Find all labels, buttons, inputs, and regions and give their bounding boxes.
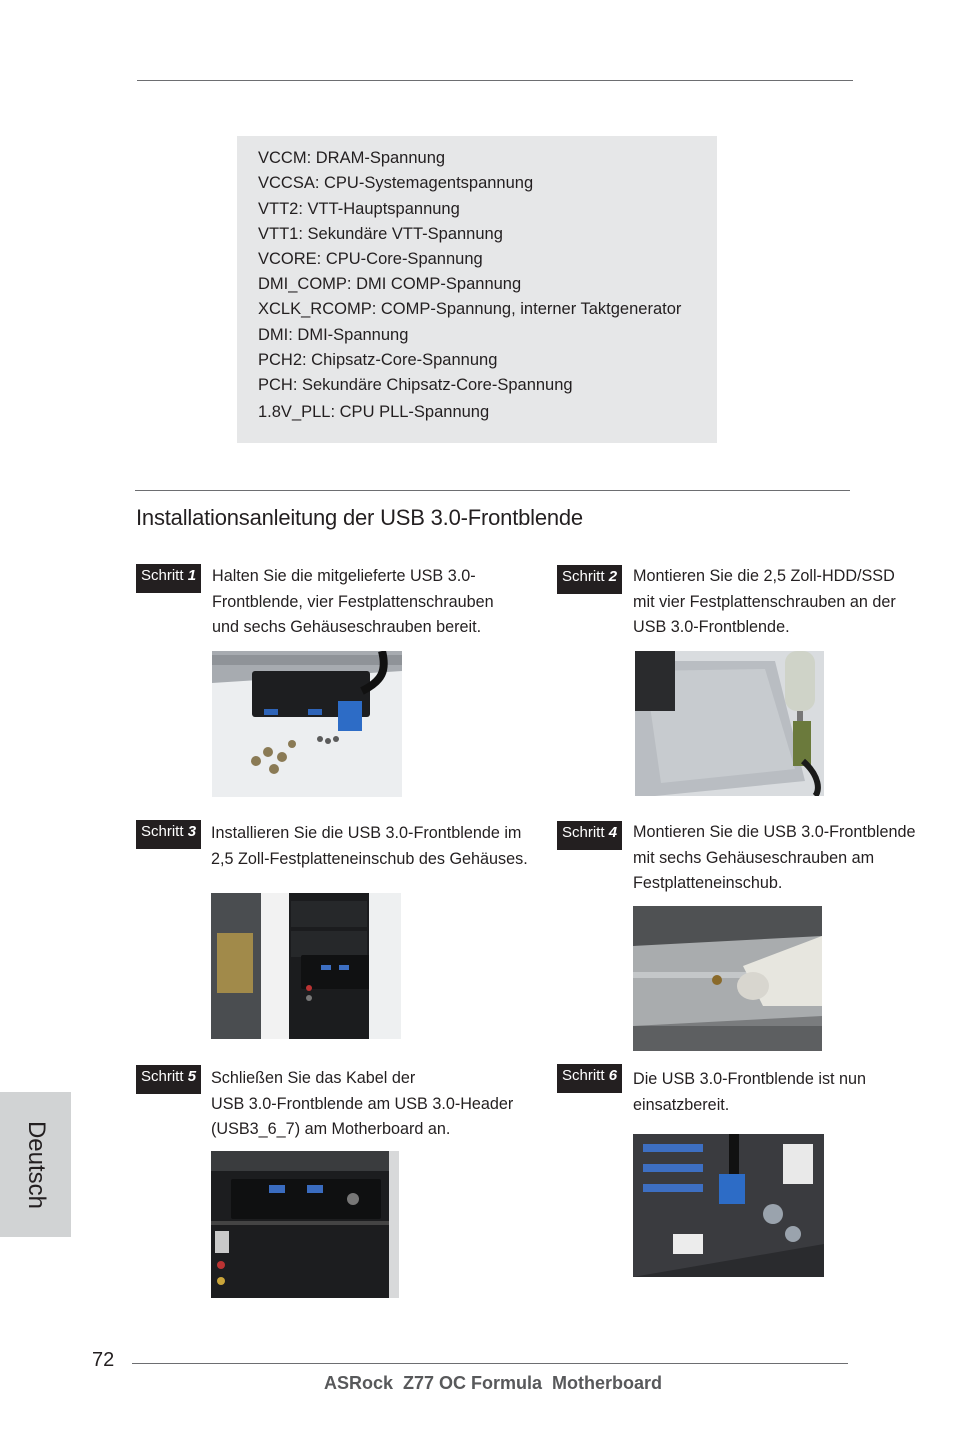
step-2-photo: [635, 651, 824, 796]
step-badge-number: 1: [187, 567, 197, 584]
step-6-photo: [633, 1134, 824, 1277]
step-text-4: [633, 820, 916, 897]
step-text-5: [211, 1066, 513, 1143]
step-text-line: Schließen Sie das Kabel der: [211, 1069, 416, 1087]
step-text-1: [212, 564, 494, 641]
step-badge-6: [557, 1064, 622, 1093]
step-text-line: Montieren Sie die USB 3.0-Frontblende: [633, 823, 916, 841]
step-badge-label: Schritt: [562, 1067, 605, 1084]
language-side-tab: [0, 1092, 71, 1237]
step-text-line: einsatzbereit.: [633, 1095, 730, 1114]
step-text-line: USB 3.0-Frontblende.: [633, 618, 790, 636]
voltage-item: VCORE: CPU-Core-Spannung: [258, 250, 483, 268]
step-badge-4: [557, 821, 622, 850]
voltage-item: VTT2: VTT-Hauptspannung: [258, 200, 460, 218]
step-badge-1: [136, 564, 201, 593]
step-1-photo: [212, 651, 402, 797]
step-text-line: Halten Sie die mitgelieferte USB 3.0-: [212, 567, 476, 585]
section-rule: [135, 490, 850, 491]
step-text-line: Die USB 3.0-Frontblende ist nun: [633, 1070, 867, 1088]
step-badge-3: [136, 820, 201, 849]
top-rule: [137, 80, 853, 81]
step-badge-number: 6: [608, 1067, 618, 1084]
voltage-item: DMI_COMP: DMI COMP-Spannung: [258, 275, 522, 293]
step-text-line: Frontblende, vier Festplattenschrauben: [212, 592, 494, 611]
voltage-item: VTT1: Sekundäre VTT-Spannung: [258, 225, 503, 243]
step-5-photo: [211, 1151, 399, 1298]
footer-product-title: ASRock Z77 OC Formula Motherboard: [324, 1373, 663, 1393]
step-text-line: mit sechs Gehäuseschrauben am: [633, 848, 875, 867]
voltage-item: PCH: Sekundäre Chipsatz-Core-Spannung: [258, 376, 573, 394]
step-text-line: USB 3.0-Frontblende am USB 3.0-Header: [211, 1094, 514, 1113]
step-text-3: [211, 821, 528, 872]
step-text-line: Montieren Sie die 2,5 Zoll-HDD/SSD: [633, 567, 895, 585]
section-title: Installationsanleitung der USB 3.0-Frontblende: [136, 505, 583, 530]
step-badge-label: Schritt: [562, 568, 605, 585]
side-tab-label: Deutsch: [22, 1120, 50, 1209]
step-text-6: [633, 1067, 866, 1118]
step-badge-number: 4: [608, 824, 618, 841]
voltage-item: 1.8V_PLL: CPU PLL-Spannung: [258, 403, 490, 421]
step-text-line: mit vier Festplattenschrauben an der: [633, 592, 896, 611]
voltage-item: DMI: DMI-Spannung: [258, 326, 409, 344]
page-number: 72: [92, 1349, 115, 1371]
voltage-item: XCLK_RCOMP: COMP-Spannung, interner Taktgenerator: [258, 300, 682, 318]
step-badge-label: Schritt: [141, 823, 184, 840]
step-text-line: (USB3_6_7) am Motherboard an.: [211, 1120, 451, 1138]
step-badge-number: 3: [187, 823, 197, 840]
voltage-item: VCCM: DRAM-Spannung: [258, 149, 446, 167]
step-text-2: [633, 564, 896, 641]
voltage-item: VCCSA: CPU-Systemagentspannung: [258, 174, 534, 192]
step-badge-5: [136, 1065, 201, 1094]
step-3-photo: [211, 893, 401, 1039]
step-text-line: und sechs Gehäuseschrauben bereit.: [212, 618, 482, 636]
step-4-photo: [633, 906, 822, 1051]
step-badge-label: Schritt: [141, 1068, 184, 1085]
footer-rule: [132, 1363, 848, 1364]
voltage-item: PCH2: Chipsatz-Core-Spannung: [258, 351, 498, 369]
step-text-line: 2,5 Zoll-Festplatteneinschub des Gehäuses.: [211, 849, 528, 868]
step-badge-label: Schritt: [141, 567, 184, 584]
step-badge-number: 2: [608, 568, 618, 585]
step-badge-2: [557, 565, 622, 594]
step-badge-label: Schritt: [562, 824, 605, 841]
step-text-line: Festplatteneinschub.: [633, 874, 783, 892]
step-text-line: Installieren Sie die USB 3.0-Frontblende im: [211, 824, 522, 842]
step-badge-number: 5: [187, 1068, 197, 1085]
